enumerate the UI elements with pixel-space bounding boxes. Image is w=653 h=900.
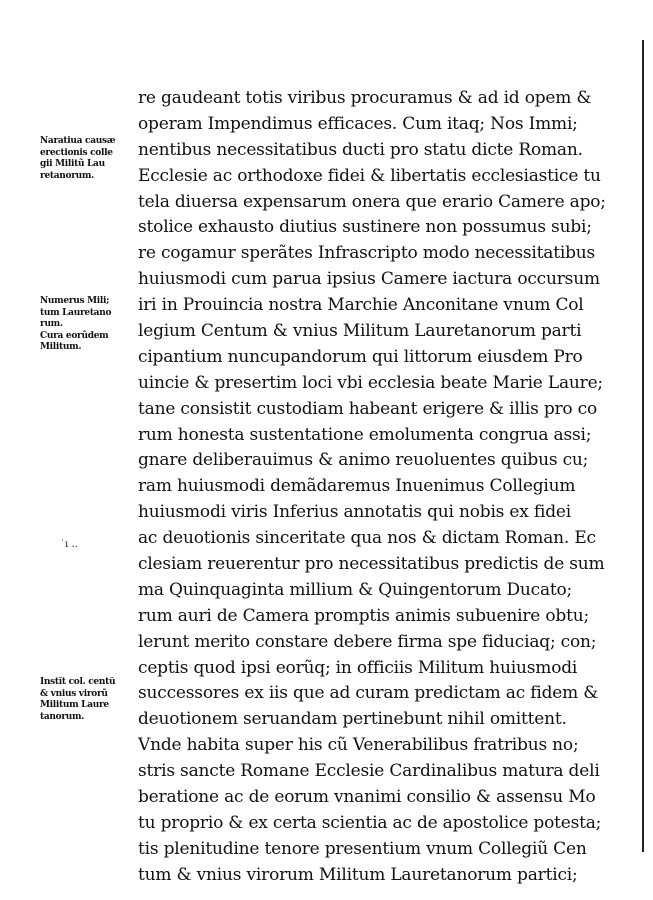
margin-note-line: & vnius virorũ xyxy=(40,688,108,699)
text-line: tu proprio & ex certa scientia ac de apostolice potesta; xyxy=(138,812,602,833)
text-line: re cogamur sperãtes Infrascripto modo necessitatibus xyxy=(138,243,596,264)
text-line: successores ex iis que ad curam predictam ac fidem & xyxy=(138,683,599,704)
text-line: stolice exhausto diutius sustinere non possumus subi; xyxy=(138,217,592,238)
text-line: stris sancte Romane Ecclesie Cardinalibus matura deli xyxy=(138,761,600,782)
text-line: ram huiusmodi demãdaremus Inuenimus Collegium xyxy=(138,476,576,497)
text-line: huiusmodi cum parua ipsius Camere iactura occursum xyxy=(138,269,600,290)
margin-note-line: erectionis colle xyxy=(40,147,113,158)
text-line: ac deuotionis sinceritate qua nos & dictam Roman. Ec xyxy=(138,528,596,549)
stray-ink-mark: ˙ı ‥ xyxy=(60,539,79,550)
text-line: Ecclesie ac orthodoxe fidei & libertatis ecclesiastice tu xyxy=(138,165,601,186)
margin-note-line: Instĩt col. centũ xyxy=(40,677,116,687)
main-text-body xyxy=(138,86,638,889)
margin-note-line: tanorum. xyxy=(40,711,85,722)
margin-note-narratiua xyxy=(40,136,138,182)
text-line: tum & vnius virorum Militum Lauretanorum partici; xyxy=(138,864,578,885)
text-line: ma Quinquaginta millium & Quingentorum Ducato; xyxy=(138,579,573,600)
text-line: beratione ac de eorum vnanimi consilio & assensu Mo xyxy=(138,787,596,808)
margin-note-line: rum. xyxy=(40,319,63,329)
text-line: rum auri de Camera promptis animis subuenire obtu; xyxy=(138,605,590,626)
margin-note-line: Militum. xyxy=(40,342,82,352)
text-line: huiusmodi viris Inferius annotatis qui nobis ex fidei xyxy=(138,502,571,523)
text-line: Vnde habita super his cũ Venerabilibus fratribus no; xyxy=(138,735,579,756)
text-line: iri in Prouincia nostra Marchie Anconitane vnum Col xyxy=(138,295,584,316)
text-line: legium Centum & vnius Militum Lauretanorum parti xyxy=(138,321,582,342)
margin-note-line: Militum Laure xyxy=(40,700,109,710)
margin-note-line: gii Militũ Lau xyxy=(40,159,105,169)
text-line: deuotionem seruandam pertinebunt nihil omittent. xyxy=(138,709,567,730)
margin-note-line: Naratiua causæ xyxy=(40,136,116,146)
margin-note-numerus xyxy=(40,296,138,354)
text-line: nentibus necessitatibus ducti pro statu dicte Roman. xyxy=(138,139,583,160)
text-line: uincie & presertim loci vbi ecclesia beate Marie Laure; xyxy=(138,372,603,393)
margin-note-line: retanorum. xyxy=(40,170,94,181)
text-line: re gaudeant totis viribus procuramus & ad id opem & xyxy=(138,88,592,108)
margin-note-line: Numerus Mili; xyxy=(40,296,110,306)
text-line: tane consistit custodiam habeant erigere & illis pro co xyxy=(138,398,598,419)
text-line: tis plenitudine tenore presentium vnum Collegiũ Cen xyxy=(138,838,587,859)
text-line: clesiam reuerentur pro necessitatibus predictis de sum xyxy=(138,554,605,575)
text-line: lerunt merito constare debere firma spe fiduciaq; con; xyxy=(138,631,597,652)
margin-note-line: tum Lauretano xyxy=(40,307,112,318)
text-line: operam Impendimus efficaces. Cum itaq; Nos Immi; xyxy=(138,113,578,134)
margin-note-line: Cura eorũdem xyxy=(40,330,109,341)
text-line: gnare deliberauimus & animo reuoluentes quibus cu; xyxy=(138,450,589,471)
text-line: cipantium nuncupandorum qui littorum eiusdem Pro xyxy=(138,346,583,367)
margin-note-institutio xyxy=(40,677,138,723)
text-line: tela diuersa expensarum onera que erario Camere apo; xyxy=(138,191,606,212)
text-line: rum honesta sustentatione emolumenta congrua assi; xyxy=(138,424,592,445)
right-edge-rule xyxy=(642,40,644,852)
text-line: ceptis quod ipsi eorũq; in officiis Militum huiusmodi xyxy=(138,657,578,678)
